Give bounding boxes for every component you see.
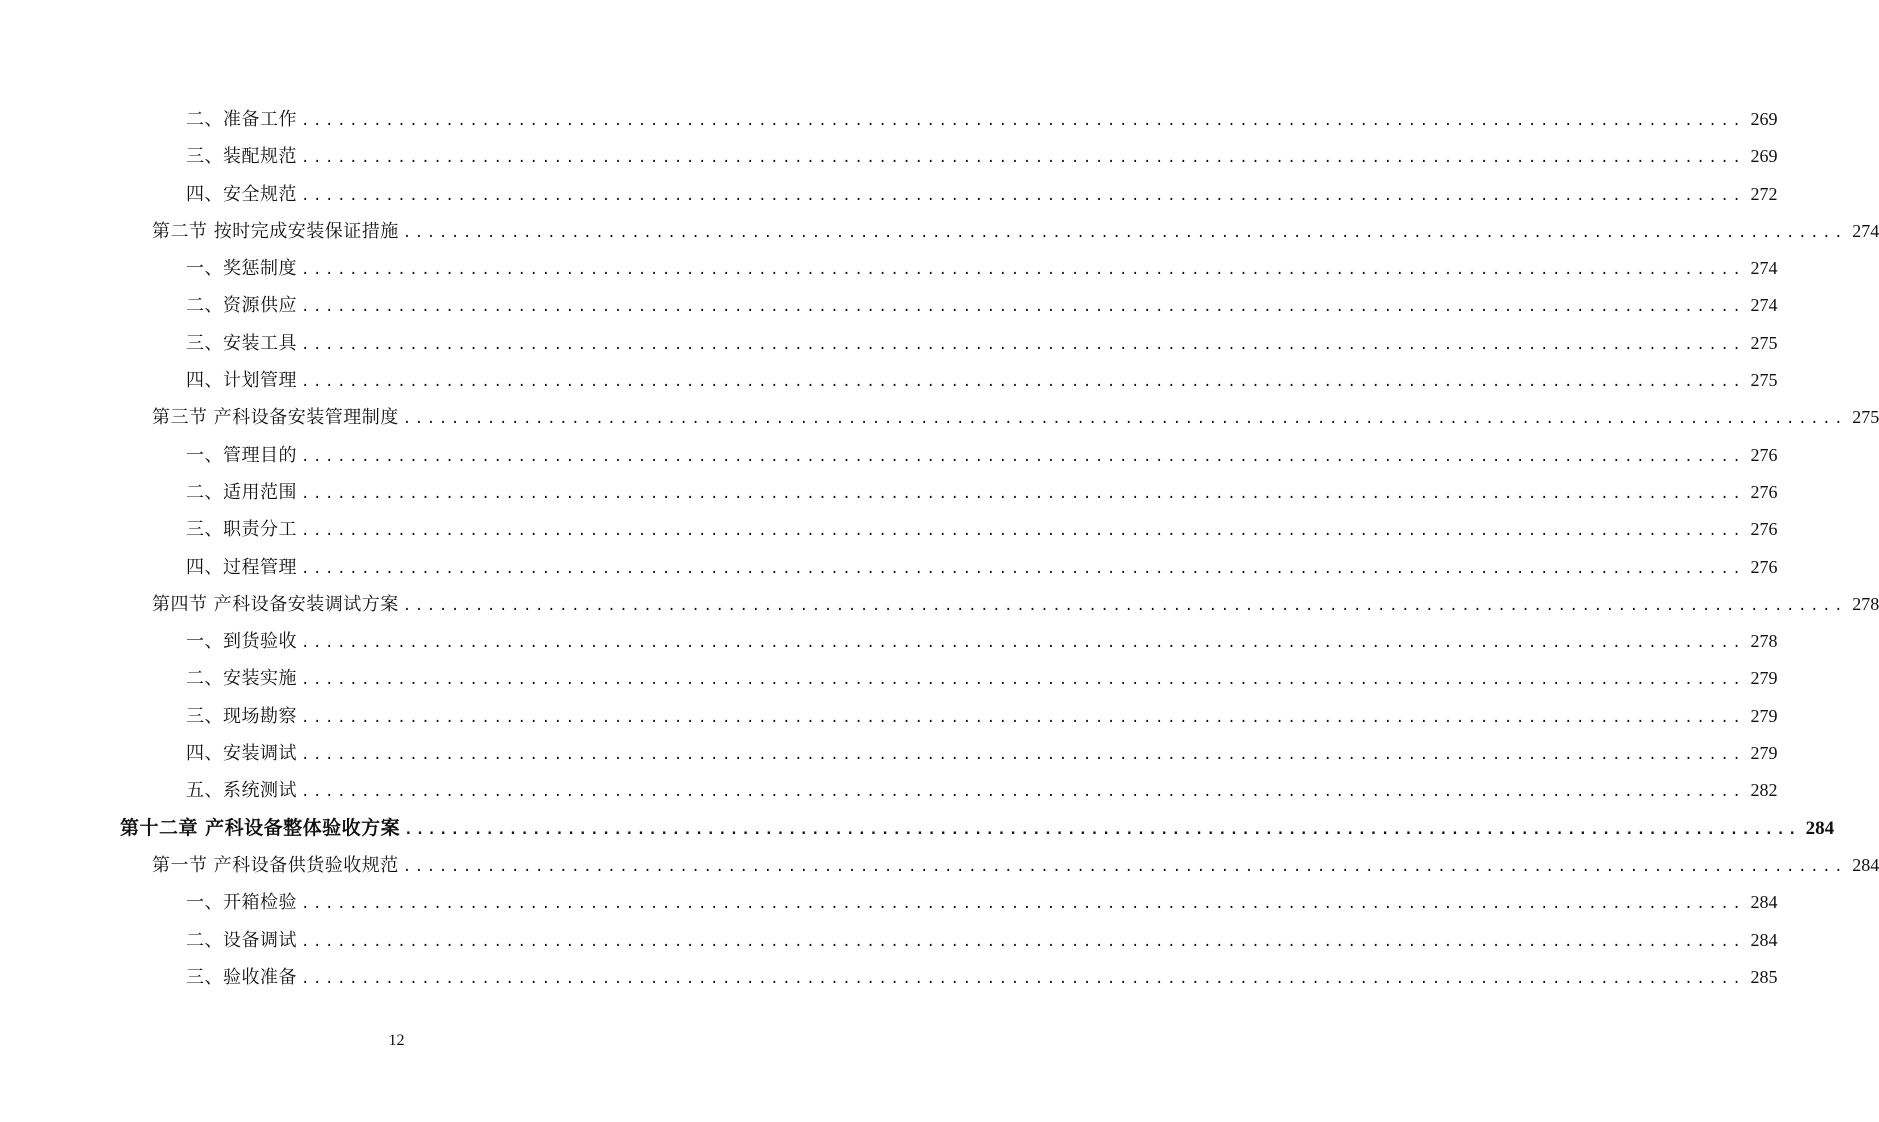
toc-entry-item[interactable]	[0, 287, 1778, 324]
toc-entry-page: 282	[1750, 780, 1778, 801]
toc-dot-leader: ........................................................................................................................	[301, 336, 1745, 353]
toc-entry-page: 284	[1750, 929, 1778, 950]
toc-entry-label: 二、准备工作	[186, 109, 297, 130]
toc-entry-page: 284	[1805, 817, 1835, 839]
toc-entry-page: 269	[1750, 146, 1778, 167]
toc-dot-leader: ........................................................................................................................	[301, 150, 1745, 167]
toc-entry-label: 一、奖惩制度	[186, 258, 297, 280]
toc-entry-label: 四、计划管理	[186, 370, 297, 392]
toc-entry-page: 276	[1750, 444, 1778, 465]
toc-entry-page: 278	[1852, 593, 1879, 614]
toc-entry-label: 三、装配规范	[186, 146, 297, 168]
toc-entry-label: 二、资源供应	[186, 295, 297, 317]
toc-entry-label: 三、验收准备	[186, 966, 297, 988]
toc-entry-label: 第十二章 产科设备整体验收方案	[120, 816, 401, 839]
toc-dot-leader: ........................................................................................................................	[301, 374, 1745, 391]
toc-entry-page: 276	[1750, 556, 1778, 577]
toc-entry-page: 275	[1750, 370, 1778, 391]
toc-entry-page: 274	[1750, 295, 1778, 316]
toc-entry-label: 一、开箱检验	[186, 892, 297, 914]
toc-entry-item[interactable]	[0, 884, 1778, 921]
toc-entry-label: 第一节 产科设备供货验收规范	[152, 854, 399, 876]
toc-dot-leader: ........................................................................................................................	[301, 485, 1745, 502]
toc-entry-page: 275	[1750, 332, 1778, 353]
toc-entry-item[interactable]	[0, 623, 1778, 660]
toc-dot-leader: ........................................................................................................................	[402, 411, 1847, 428]
toc-entry-label: 四、安全规范	[186, 183, 297, 205]
toc-entry-item[interactable]	[0, 698, 1778, 735]
toc-dot-leader: ........................................................................................................................	[301, 187, 1745, 204]
toc-entry-item[interactable]	[0, 250, 1778, 287]
toc-entry-section[interactable]	[0, 586, 1879, 623]
toc-entry-label: 第二节 按时完成安装保证措施	[152, 220, 399, 242]
toc-dot-leader: ........................................................................................................................	[402, 224, 1847, 241]
toc-entry-item[interactable]	[0, 437, 1778, 474]
toc-entry-label: 二、安装实施	[186, 668, 297, 690]
toc-entry-section[interactable]	[0, 213, 1879, 250]
toc-entry-label: 第四节 产科设备安装调试方案	[152, 593, 399, 615]
toc-entry-page: 285	[1750, 966, 1778, 987]
toc-dot-leader: ........................................................................................................................	[301, 933, 1745, 950]
toc-entry-item[interactable]	[0, 549, 1778, 586]
toc-entry-page: 279	[1750, 743, 1778, 764]
toc-entry-page: 279	[1750, 705, 1778, 726]
toc-entry-item[interactable]	[0, 176, 1778, 213]
table-of-contents	[0, 101, 1879, 996]
toc-entry-label: 三、职责分工	[186, 519, 297, 541]
toc-entry-label: 一、到货验收	[186, 631, 297, 653]
toc-entry-label: 第三节 产科设备安装管理制度	[152, 407, 399, 429]
toc-entry-page: 269	[1750, 109, 1778, 129]
toc-dot-leader: ........................................................................................................................	[301, 672, 1745, 689]
toc-entry-item[interactable]	[0, 101, 1778, 138]
toc-entry-item[interactable]	[0, 474, 1778, 511]
toc-entry-item[interactable]	[0, 511, 1778, 548]
toc-dot-leader: ........................................................................................................................	[301, 896, 1745, 913]
toc-entry-item[interactable]	[0, 138, 1778, 175]
toc-entry-label: 一、管理目的	[186, 444, 297, 466]
toc-entry-label: 三、现场勘察	[186, 705, 297, 727]
toc-dot-leader: ........................................................................................................................	[301, 299, 1745, 316]
toc-entry-page: 279	[1750, 668, 1778, 689]
toc-entry-page: 278	[1750, 631, 1778, 652]
toc-entry-item[interactable]	[0, 959, 1778, 996]
toc-entry-label: 四、安装调试	[186, 743, 297, 765]
toc-dot-leader: ........................................................................................................................	[301, 523, 1745, 540]
toc-entry-page: 274	[1750, 258, 1778, 279]
toc-dot-leader: ........................................................................................................................	[301, 448, 1745, 465]
toc-entry-label: 二、设备调试	[186, 929, 297, 951]
toc-dot-leader: ........................................................................................................................	[301, 560, 1745, 577]
toc-entry-section[interactable]	[0, 847, 1879, 884]
toc-dot-leader: ........................................................................................................................	[301, 262, 1745, 279]
toc-dot-leader: ........................................................................................................................	[402, 597, 1847, 614]
toc-dot-leader: ........................................................................................................................	[301, 970, 1745, 987]
toc-entry-label: 五、系统测试	[186, 780, 297, 802]
toc-entry-section[interactable]	[0, 399, 1879, 436]
toc-entry-item[interactable]	[0, 922, 1778, 959]
toc-dot-leader: ........................................................................................................................	[301, 784, 1745, 801]
toc-entry-page: 284	[1750, 892, 1778, 913]
page-number: 12	[388, 1032, 405, 1049]
toc-entry-chapter[interactable]	[0, 810, 1835, 847]
toc-dot-leader: ........................................................................................................................	[404, 821, 1800, 838]
toc-entry-item[interactable]	[0, 325, 1778, 362]
toc-entry-item[interactable]	[0, 772, 1778, 809]
toc-entry-page: 276	[1750, 519, 1778, 540]
toc-dot-leader: ........................................................................................................................	[301, 747, 1745, 764]
toc-entry-label: 二、适用范围	[186, 481, 297, 503]
toc-dot-leader: ........................................................................................................................	[301, 113, 1745, 129]
toc-entry-page: 284	[1852, 854, 1879, 875]
toc-dot-leader: ........................................................................................................................	[301, 635, 1745, 652]
toc-entry-label: 四、过程管理	[186, 556, 297, 578]
toc-entry-item[interactable]	[0, 660, 1778, 697]
toc-entry-page: 272	[1750, 183, 1778, 204]
toc-dot-leader: ........................................................................................................................	[301, 709, 1745, 726]
toc-entry-page: 276	[1750, 481, 1778, 502]
toc-entry-item[interactable]	[0, 362, 1778, 399]
toc-entry-item[interactable]	[0, 735, 1778, 772]
toc-entry-page: 275	[1852, 407, 1879, 428]
toc-dot-leader: ........................................................................................................................	[402, 858, 1847, 875]
toc-entry-label: 三、安装工具	[186, 332, 297, 354]
toc-entry-page: 274	[1852, 220, 1879, 241]
